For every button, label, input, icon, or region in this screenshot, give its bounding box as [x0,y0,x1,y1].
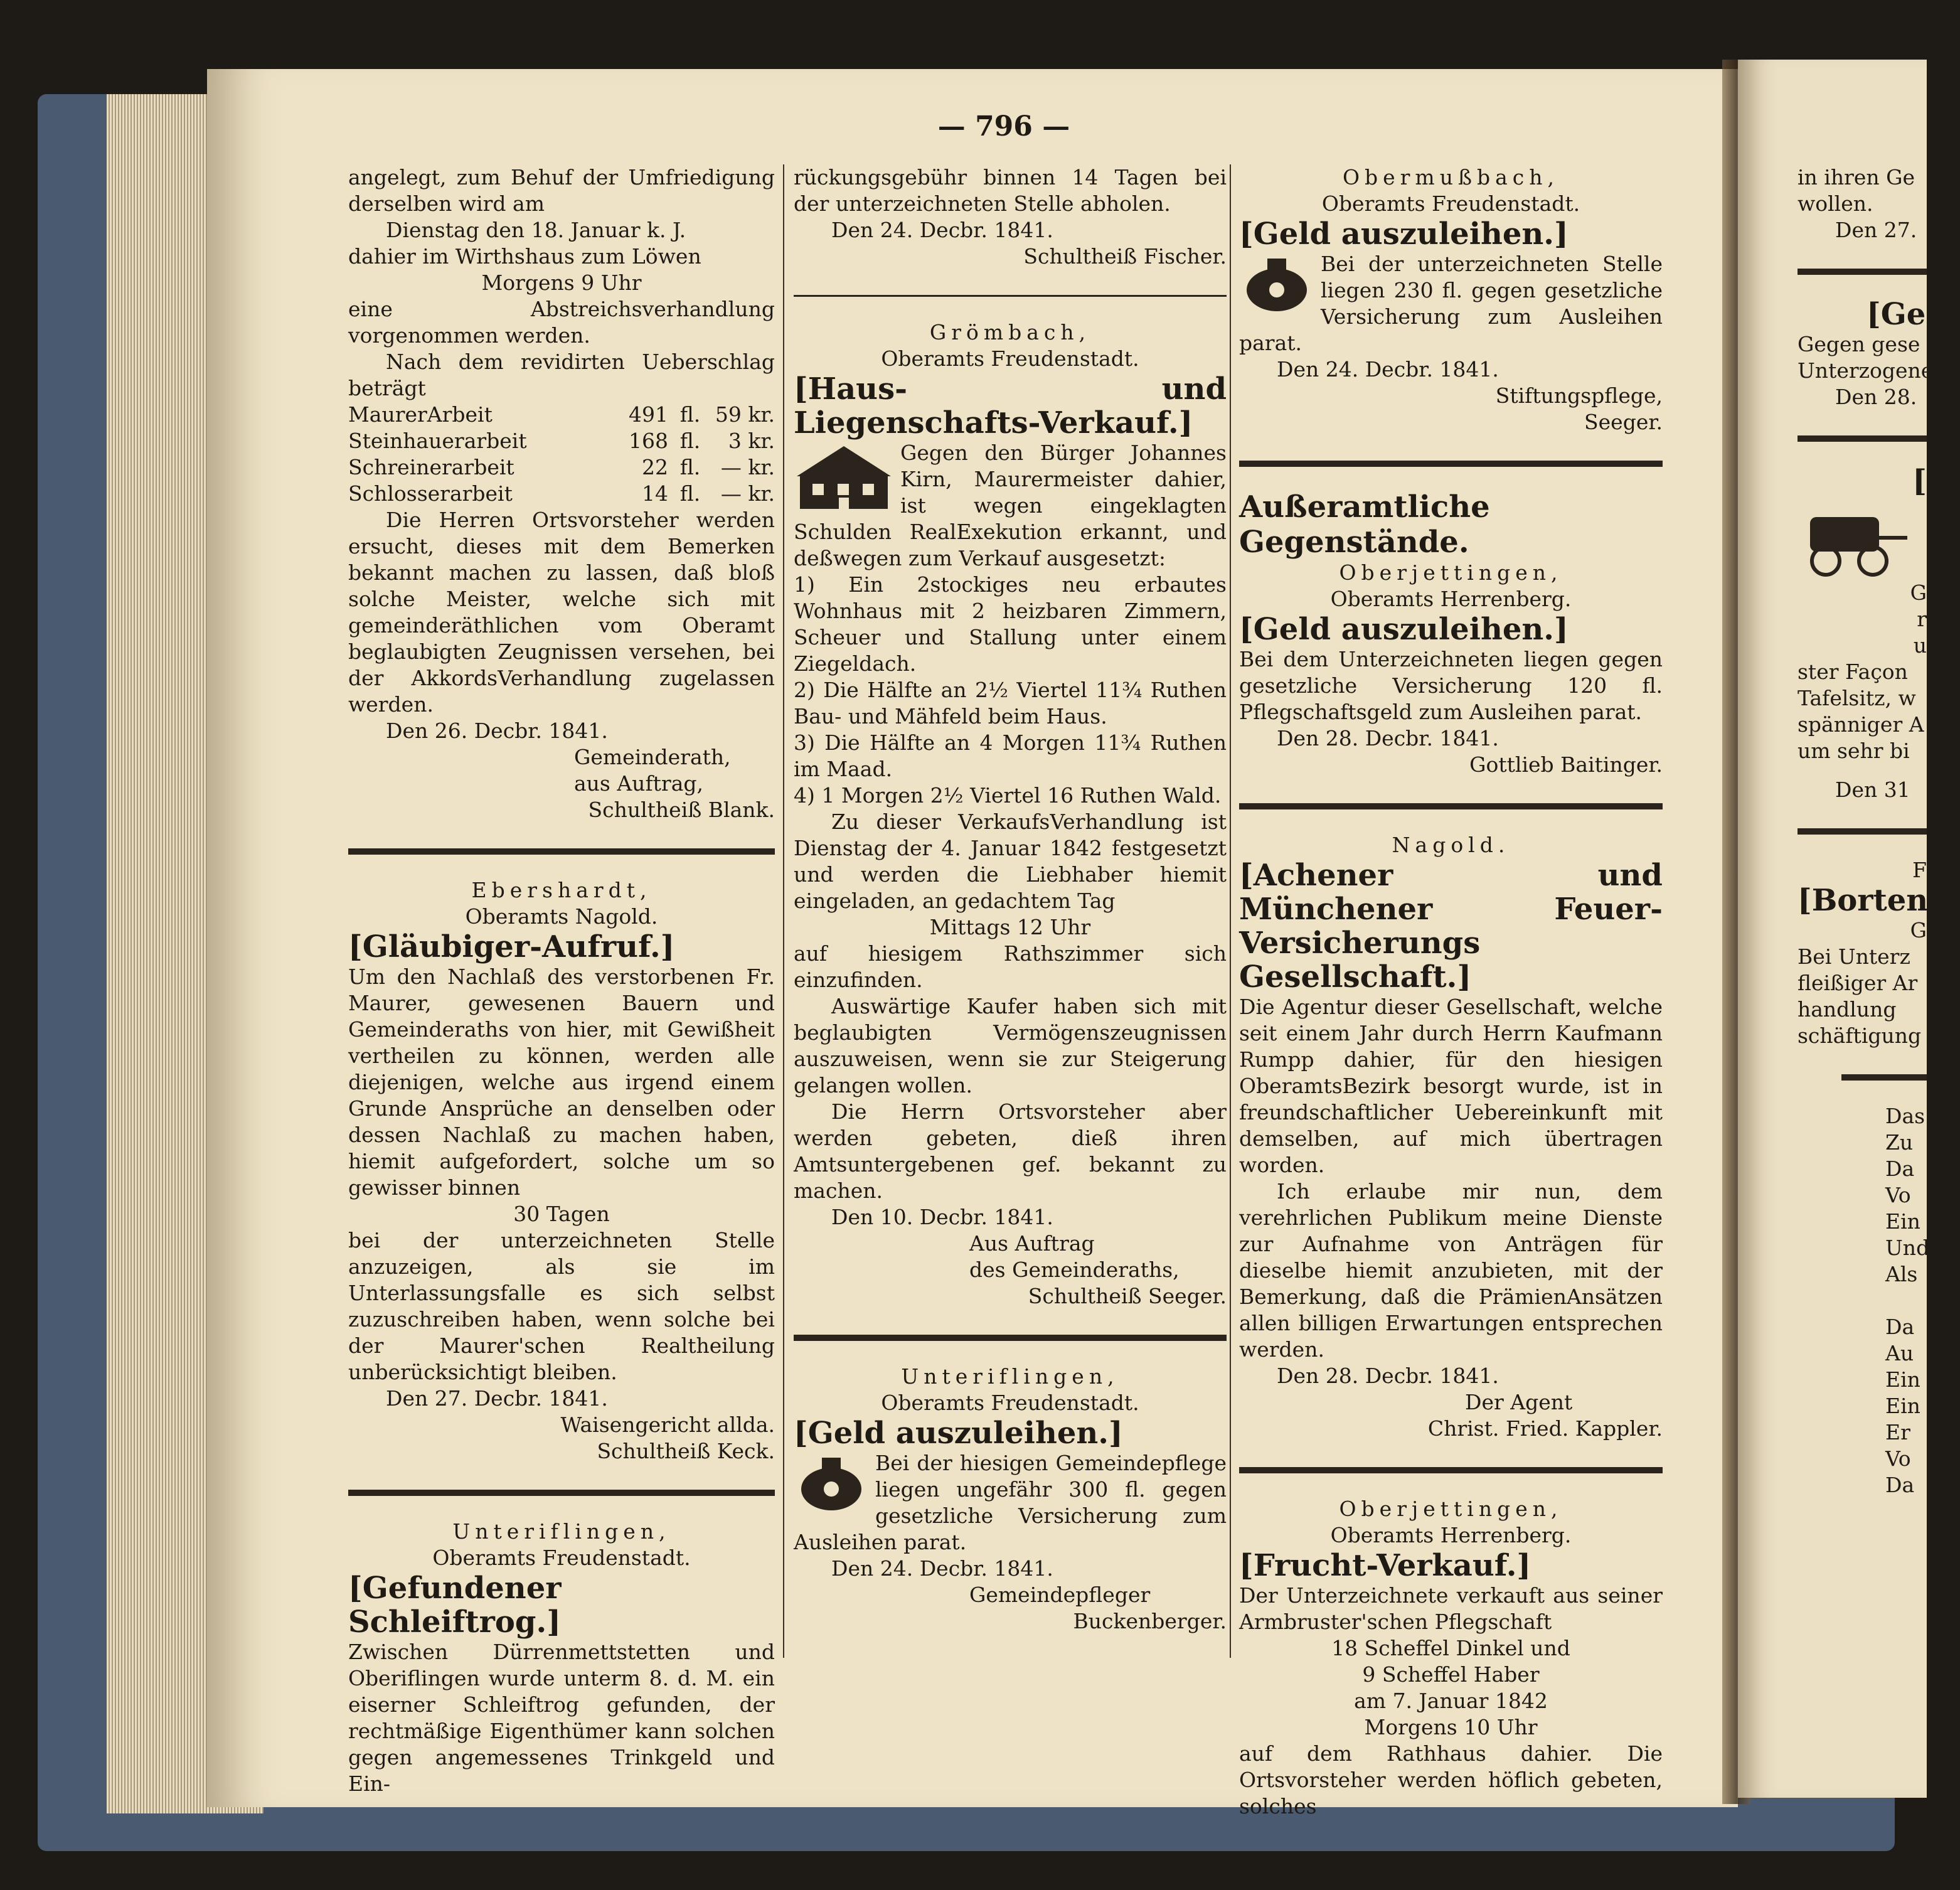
text-line: Den 28. [1835,385,1917,409]
date-line: am 7. Januar 1842 [1354,1689,1548,1713]
ad-title: [Achener und Münchener Feuer-Versicherungs Gesellschaft.] [1239,858,1663,995]
list-item: 4) 1 Morgen 2½ Viertel 16 Ruthen Wald. [794,783,1222,808]
ad-district: Oberamts Freudenstadt. [881,346,1139,371]
ad-district: Oberamts Freudenstadt. [432,1546,691,1570]
signature: Aus Auftrag [969,1231,1095,1256]
separator [1798,435,1927,442]
text-line: Ein [1885,1209,1920,1234]
cost-row: Schreinerarbeit 22 fl. — kr. [348,455,775,479]
column-3 [1239,164,1663,1820]
truncated-lines [1798,1103,1930,1498]
text-line: Bei Unterz [1798,944,1910,969]
signature: aus Auftrag, [574,771,703,796]
separator [1239,1467,1663,1473]
text-line: um sehr bi [1798,739,1910,763]
time-line: Mittags 12 Uhr [929,915,1091,939]
text-line: ster Façon [1798,659,1908,684]
text-line: r [1917,607,1927,631]
ad-place: Unteriflingen, [452,1519,671,1544]
text-line: G [1910,918,1927,942]
text-line: Ein [1885,1394,1920,1418]
ad-place: Oberjettingen, [1339,1497,1563,1521]
text-line: fleißiger Ar [1798,971,1918,995]
carriage-icon [1798,498,1910,580]
ad-title: [Geld auszuleihen.] [794,1416,1123,1451]
text-line: schäftigung [1798,1023,1922,1048]
ad-title: [Frucht-Verkauf.] [1239,1548,1531,1583]
text-line: Und [1885,1236,1930,1260]
paragraph: Der Unterzeichnete verkauft aus seiner Armbruster'schen Pflegschaft [1239,1583,1663,1634]
money-bag-icon [794,1450,869,1513]
date-line: Den 26. Decbr. 1841. [386,718,608,743]
separator [794,1335,1227,1341]
text-line: Vo [1885,1183,1911,1207]
date-line: Den 24. Decbr. 1841. [831,1556,1053,1581]
ad-title: [ [1912,464,1927,499]
ad-title: [Ge [1867,297,1926,332]
text-line: Da [1885,1315,1915,1339]
paragraph: Gegen den Bürger Johannes Kirn, Maurermeister dahier, ist wegen eingeklagten Schulden RealExekution erkannt, und deßwegen zum Verkauf ausgesetzt: [794,440,1227,570]
text-line: Gegen gese [1798,332,1920,356]
item-line: 18 Scheffel Dinkel und [1331,1636,1570,1660]
signature: Seeger. [1584,410,1663,434]
paragraph: Ich erlaube mir nun, dem verehrlichen Publikum meine Dienste zur Aufnahme von Anträgen für dieselbe hiemit anzubieten, mit der Bemerkung, daß die PrämienAnsätzen allen billigen Erwartungen entsprechen werden. [1239,1179,1663,1362]
text-line: Er [1885,1420,1910,1444]
separator [348,848,775,855]
date-line: Den 24. Decbr. 1841. [831,218,1053,242]
ad-place: Obermußbach, [1342,165,1560,190]
paragraph: rückungsgebühr binnen 14 Tagen bei der unterzeichneten Stelle abholen. [794,165,1227,216]
ad-district: Oberamts Herrenberg. [1330,1523,1572,1547]
paragraph: Die Agentur dieser Gesellschaft, welche seit einem Jahr durch Herrn Kaufmann Rumpp dahier, für den hiesigen OberamtsBezirk besorgt wurde, ist in freundschaftlicher Uebereinkunft mit demselben, auf mich übertragen worden. [1239,995,1663,1177]
money-bag-icon [1239,251,1314,314]
paragraph: angelegt, zum Behuf der Umfriedigung derselben wird am [348,165,775,216]
ad-place: Ebershardt, [471,878,652,902]
separator [1798,828,1927,835]
text-line: wollen. [1798,191,1873,216]
signature: Gemeinderath, [574,745,731,769]
column-2 [794,164,1227,1635]
list-item: 3) Die Hälfte an 4 Morgen 11¾ Ruthen im Maad. [794,730,1227,781]
date-line: Den 10. Decbr. 1841. [831,1205,1053,1229]
date-line: Den 28. Decbr. 1841. [1277,1364,1499,1388]
ad-place: Grömbach, [929,320,1091,344]
paragraph: eine Abstreichsverhandlung vorgenommen werden. [348,297,775,348]
page-number: — 796 — [937,110,1070,142]
signature: Christ. Fried. Kappler. [1427,1416,1663,1441]
deadline-line: 30 Tagen [513,1202,610,1226]
ad-district: Oberamts Freudenstadt. [1321,191,1580,216]
list-item: 2) Die Hälfte an 2½ Viertel 11¾ Ruthen Bau- und Mähfeld beim Haus. [794,678,1227,729]
text-line: Zu [1885,1130,1914,1155]
text-line: Da [1885,1473,1915,1497]
paragraph: Bei der hiesigen Gemeindepflege liegen ungefähr 300 fl. gegen gesetzliche Versicherung zum Ausleihen parat. [794,1451,1227,1554]
ad-title: [Bortenm [1798,883,1960,918]
separator [794,295,1227,297]
ad-place: Oberjettingen, [1339,560,1563,585]
ad-district: Oberamts Nagold. [465,904,658,929]
ad-title: [Geld auszuleihen.] [1239,612,1569,647]
separator [1798,269,1927,275]
column-divider [783,164,784,1658]
paragraph: Bei der unterzeichneten Stelle liegen 230 fl. gegen gesetzliche Versicherung zum Ausleihen parat. [1239,252,1663,355]
separator [348,1490,775,1496]
paragraph: auf dem Rathhaus dahier. Die Ortsvorsteher werden höflich gebeten, solches [1239,1741,1663,1818]
ad-title: [Gefundener Schleiftrog.] [348,1571,562,1640]
text-line: Ein [1885,1367,1920,1392]
section-title: Außeramtliche Gegenstände. [1239,489,1490,560]
text-line: F [1912,858,1927,882]
signature: Schultheiß Blank. [588,798,775,822]
text-line: in ihren Ge [1798,165,1915,190]
separator [1239,461,1663,467]
cost-table [348,402,775,507]
place-line: dahier im Wirthshaus zum Löwen [348,244,701,269]
time-line: Morgens 10 Uhr [1364,1715,1538,1739]
date-line: Den 28. Decbr. 1841. [1277,726,1499,750]
paragraph: auf hiesigem Rathszimmer sich einzufinden. [794,941,1227,992]
signature: Der Agent [1465,1390,1573,1414]
column-divider [1230,164,1231,1658]
text-line: Au [1885,1341,1914,1365]
cost-row: MaurerArbeit 491 fl. 59 kr. [348,402,775,427]
paragraph: Auswärtige Kaufer haben sich mit beglaubigten Vermögenszeugnissen auszuweisen, wenn sie zur Steigerung gelangen wollen. [794,994,1227,1097]
signature: Waisengericht allda. [560,1412,775,1437]
date-line: Den 24. Decbr. 1841. [1277,357,1499,382]
text-line: Tafelsitz, w [1798,686,1916,710]
ad-place: Nagold. [1392,833,1510,857]
column-4 [1798,164,1960,1498]
text-line: Den 27. [1835,218,1917,242]
text-line [1885,1288,1927,1314]
list-item: 1) Ein 2stockiges neu erbautes Wohnhaus mit 2 heizbaren Zimmern, Scheuer und Stallung unter einem Ziegeldach. [794,572,1227,676]
text-line: handlung [1798,997,1897,1022]
text-line: u [1913,633,1927,658]
ad-title: [Geld auszuleihen.] [1239,216,1569,252]
item-line: 9 Scheffel Haber [1362,1662,1540,1687]
paragraph: Die Herrn Ortsvorsteher aber werden gebeten, dieß ihren Amtsuntergebenen gef. bekannt zu machen. [794,1099,1227,1203]
paragraph: Zwischen Dürrenmettstetten und Oberiflingen wurde unterm 8. d. M. ein eiserner Schleiftrog gefunden, der rechtmäßige Eigenthümer kann solchen gegen angemessenes Trinkgeld und Ein- [348,1640,775,1796]
ad-district: Oberamts Freudenstadt. [881,1391,1139,1415]
text-line: Vo [1885,1446,1911,1471]
signature: Buckenberger. [1073,1609,1227,1633]
signature: des Gemeinderaths, [969,1257,1180,1282]
paragraph: Die Herren Ortsvorsteher werden ersucht, dieses mit dem Bemerken bekannt machen zu lassen, daß bloß solche Meister, welche sich mit gemeinderäthlichen vom Oberamt beglaubigten Zeugnissen versehen, bei der AkkordsVerhandlung zugelassen werden. [348,508,775,717]
separator [1239,803,1663,809]
paragraph: bei der unterzeichneten Stelle anzuzeigen, als sie im Unterlassungsfalle es sich selbst zuzuschreiben haben, wenn solche bei der Maurer'schen Realtheilung unberücksichtigt bleiben. [348,1228,775,1384]
text-line: Den 31 [1835,777,1910,802]
text-line: Als [1885,1262,1918,1286]
signature: Schultheiß Fischer. [1023,244,1227,269]
signature: Gemeindepfleger [969,1583,1151,1607]
house-woodcut-icon [794,440,894,515]
text-line: Das [1885,1104,1925,1128]
date-line: Den 27. Decbr. 1841. [386,1386,608,1411]
time-line: Morgens 9 Uhr [481,270,642,295]
text-line: Unterzogene [1798,358,1934,383]
ad-district: Oberamts Herrenberg. [1330,587,1572,611]
signature: Schultheiß Seeger. [1028,1284,1227,1308]
paragraph: Um den Nachlaß des verstorbenen Fr. Maurer, gewesenen Bauern und Gemeinderaths von hier, mit Gewißheit vertheilen zu können, werden alle diejenigen, welche aus irgend einem Grunde Ansprüche an denselben oder dessen Nachlaß zu machen haben, hiemit aufgefordert, solche um so gewisser binnen [348,964,775,1200]
ad-title: [Haus- und Liegenschafts-Verkauf.] [794,371,1227,440]
cost-row: Schlosserarbeit 14 fl. — kr. [348,481,775,506]
signature: Stiftungspflege, [1495,383,1663,408]
column-1 [348,164,775,1797]
ad-place: Unteriflingen, [901,1364,1119,1389]
paragraph: Zu dieser VerkaufsVerhandlung ist Dienstag der 4. Januar 1842 festgesetzt und werden die Liebhaber hiemit eingeladen, an gedachtem Tag [794,809,1227,913]
paragraph: Bei dem Unterzeichneten liegen gegen gesetzliche Versicherung 120 fl. Pflegschaftsgeld zum Ausleihen parat. [1239,647,1663,724]
ad-title: [Gläubiger-Aufruf.] [348,929,675,964]
text-line: G [1910,580,1927,605]
date-line: Dienstag den 18. Januar k. J. [386,218,686,242]
signature: Schultheiß Keck. [597,1439,775,1463]
paragraph: Nach dem revidirten Ueberschlag beträgt [348,350,775,400]
signature: Gottlieb Baitinger. [1469,752,1663,777]
text-line: Da [1885,1156,1915,1181]
cost-row: Steinhauerarbeit 168 fl. 3 kr. [348,429,775,453]
text-line: spänniger A [1798,712,1924,737]
separator [1841,1074,1927,1081]
